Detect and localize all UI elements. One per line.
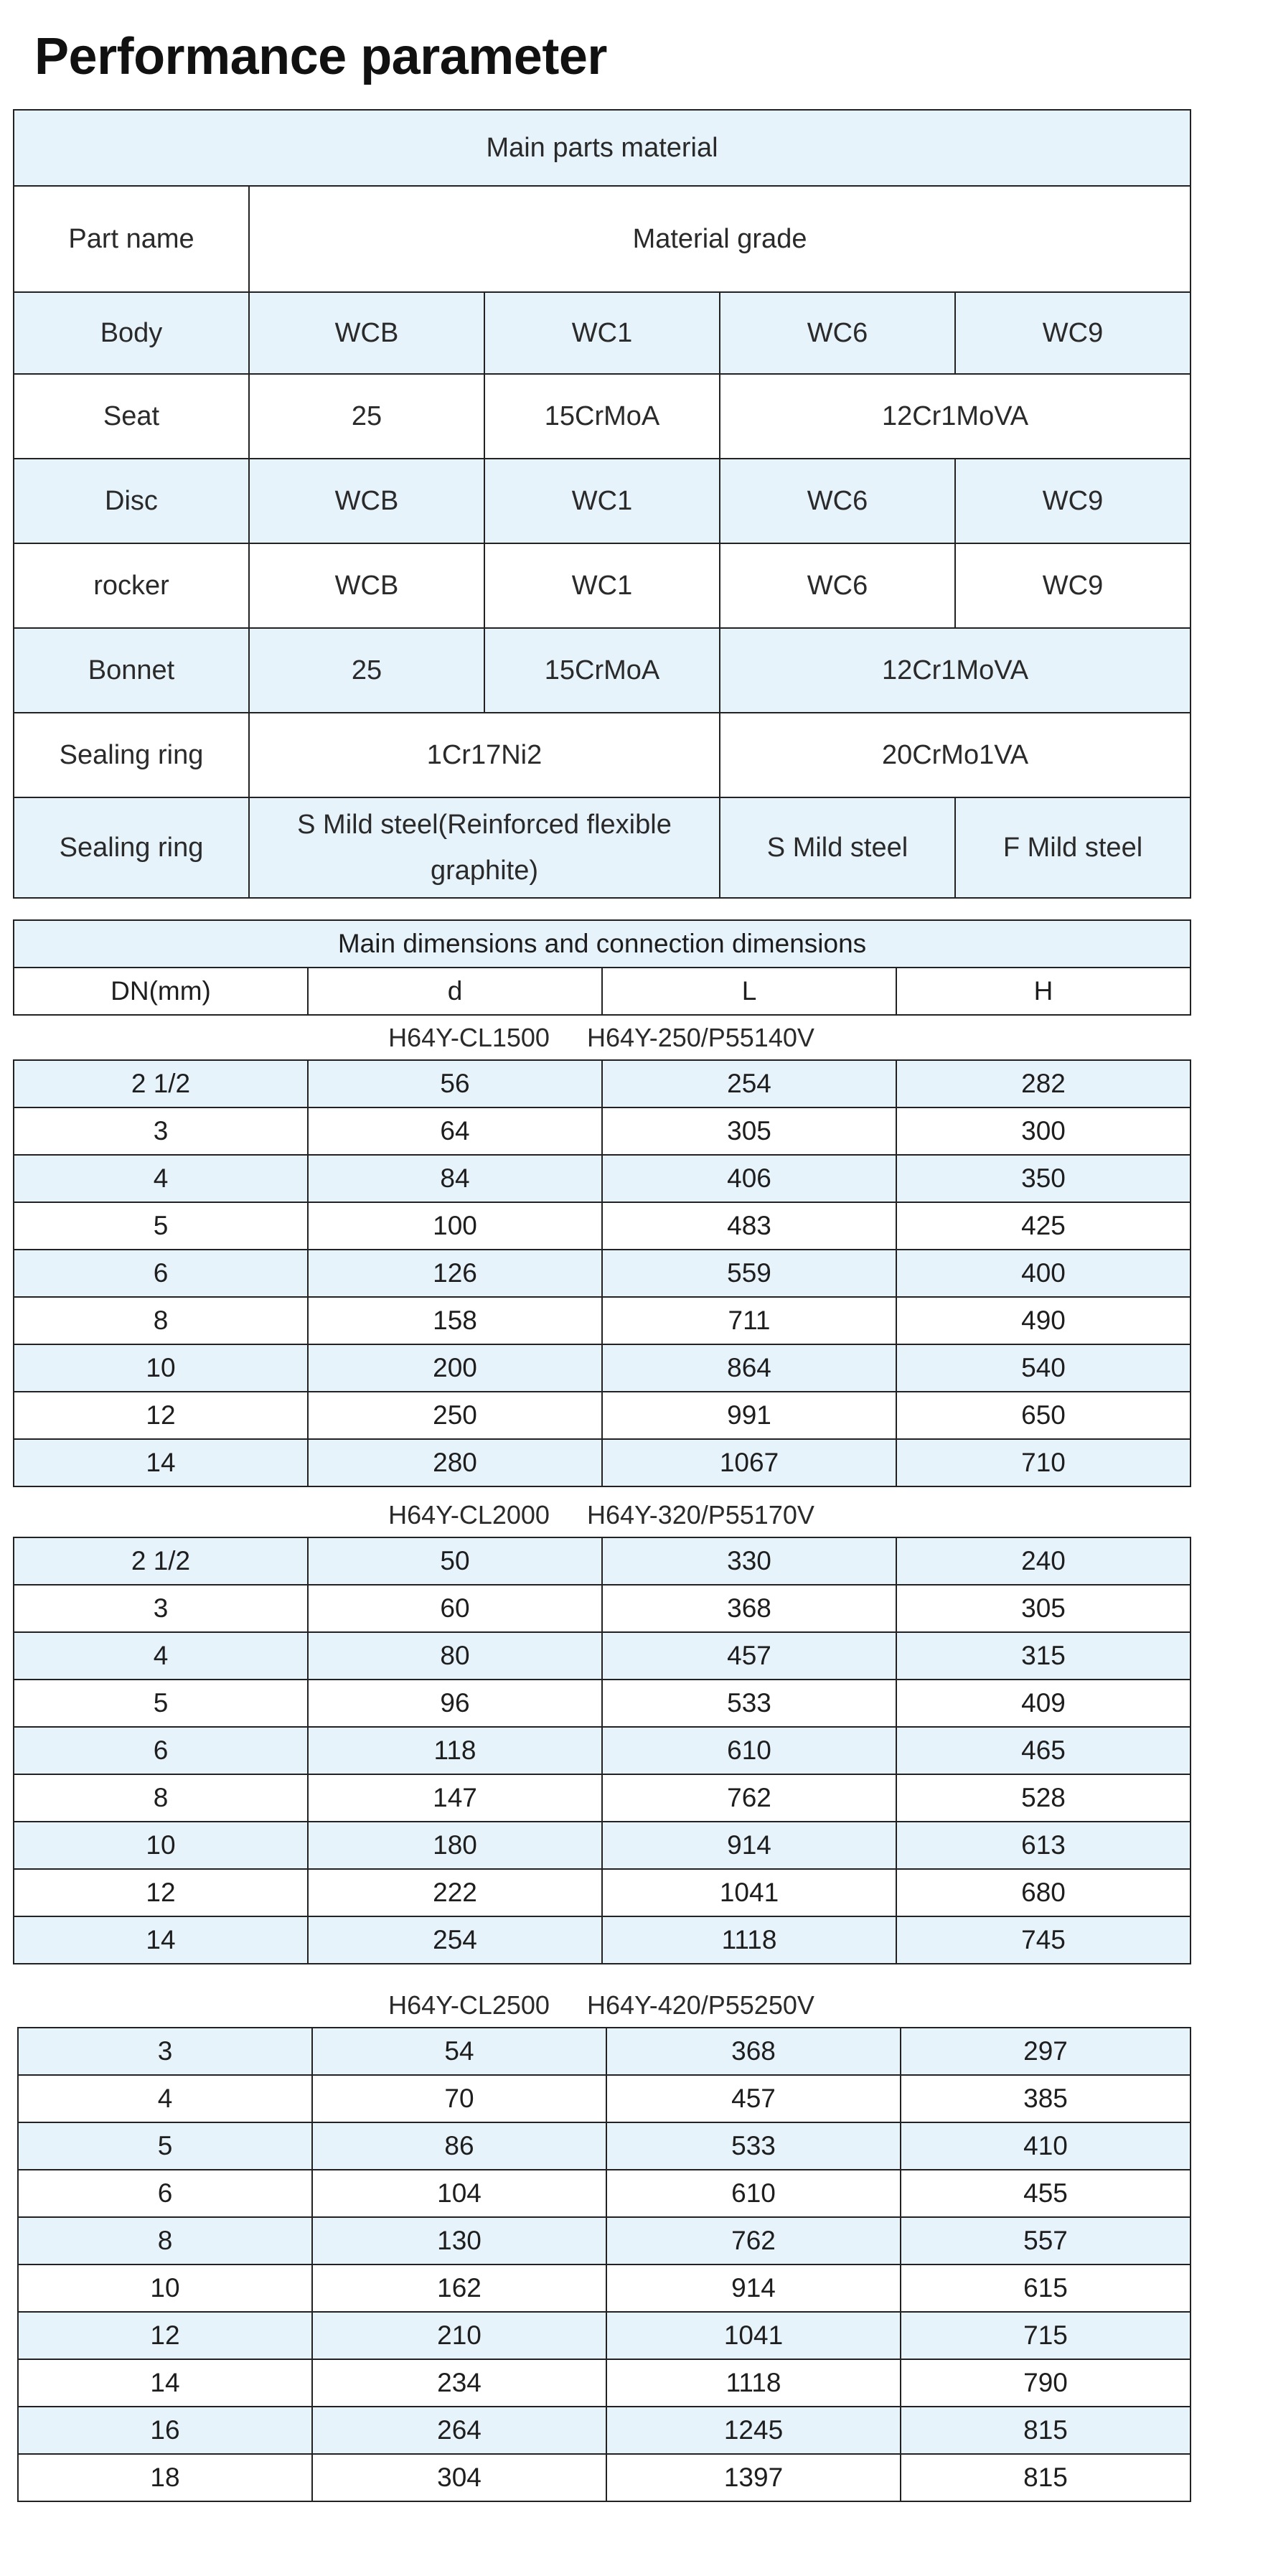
- l-cell: 1041: [606, 2312, 901, 2359]
- d-cell: 280: [308, 1439, 602, 1486]
- d-cell: 264: [312, 2407, 606, 2454]
- material-row-sealing-ring-1: [14, 713, 1190, 797]
- part-name: Seat: [14, 374, 249, 459]
- l-cell: 457: [602, 1632, 896, 1680]
- material-cell: WC6: [720, 459, 955, 543]
- l-cell: 483: [602, 1202, 896, 1250]
- dimension-row: [14, 1585, 1190, 1632]
- dn-cell: 3: [18, 2028, 312, 2075]
- dn-cell: 5: [14, 1680, 308, 1727]
- h-cell: 745: [896, 1916, 1190, 1964]
- part-name: Sealing ring: [14, 713, 249, 797]
- dn-cell: 10: [18, 2264, 312, 2312]
- dimension-row: [18, 2407, 1190, 2454]
- model-label: H64Y-CL1500: [388, 1023, 550, 1052]
- group-caption-2: [13, 1494, 1190, 1537]
- d-cell: 84: [308, 1155, 602, 1202]
- dn-cell: 4: [14, 1155, 308, 1202]
- material-cell: WC1: [484, 543, 720, 628]
- d-cell: 56: [308, 1060, 602, 1107]
- d-cell: 60: [308, 1585, 602, 1632]
- model-label: H64Y-CL2000: [388, 1500, 550, 1530]
- h-cell: 680: [896, 1869, 1190, 1916]
- h-cell: 410: [901, 2122, 1190, 2170]
- column-header-l: L: [602, 968, 896, 1015]
- dn-cell: 6: [14, 1250, 308, 1297]
- part-name: Bonnet: [14, 628, 249, 713]
- dn-cell: 4: [18, 2075, 312, 2122]
- l-cell: 457: [606, 2075, 901, 2122]
- l-cell: 1067: [602, 1439, 896, 1486]
- material-cell: WC6: [720, 543, 955, 628]
- dimension-row: [14, 1250, 1190, 1297]
- l-cell: 610: [602, 1727, 896, 1774]
- model-label: H64Y-320/P55170V: [586, 1500, 814, 1530]
- dimension-row: [18, 2028, 1190, 2075]
- h-cell: 385: [901, 2075, 1190, 2122]
- d-cell: 180: [308, 1822, 602, 1869]
- d-cell: 64: [308, 1107, 602, 1155]
- l-cell: 914: [602, 1822, 896, 1869]
- l-cell: 533: [602, 1680, 896, 1727]
- dn-cell: 8: [18, 2217, 312, 2264]
- l-cell: 1397: [606, 2454, 901, 2501]
- d-cell: 234: [312, 2359, 606, 2407]
- dn-cell: 6: [14, 1727, 308, 1774]
- dimension-row: [14, 1392, 1190, 1439]
- material-cell: 12Cr1MoVA: [720, 374, 1190, 459]
- d-cell: 50: [308, 1537, 602, 1585]
- l-cell: 864: [602, 1344, 896, 1392]
- d-cell: 162: [312, 2264, 606, 2312]
- part-name: Body: [14, 292, 249, 374]
- dn-cell: 5: [14, 1202, 308, 1250]
- l-cell: 1041: [602, 1869, 896, 1916]
- dimension-row: [14, 1344, 1190, 1392]
- l-cell: 762: [602, 1774, 896, 1822]
- h-cell: 715: [901, 2312, 1190, 2359]
- material-cell: 25: [249, 374, 484, 459]
- h-cell: 300: [896, 1107, 1190, 1155]
- d-cell: 210: [312, 2312, 606, 2359]
- material-cell: WC9: [955, 459, 1190, 543]
- h-cell: 815: [901, 2407, 1190, 2454]
- material-cell: WC9: [955, 543, 1190, 628]
- h-cell: 409: [896, 1680, 1190, 1727]
- d-cell: 70: [312, 2075, 606, 2122]
- dimension-row: [14, 1916, 1190, 1964]
- d-cell: 86: [312, 2122, 606, 2170]
- material-cell: 25: [249, 628, 484, 713]
- h-cell: 790: [901, 2359, 1190, 2407]
- material-row-sealing-ring-2: [14, 797, 1190, 898]
- dn-cell: 10: [14, 1822, 308, 1869]
- material-row-rocker: [14, 543, 1190, 628]
- dimension-row: [18, 2217, 1190, 2264]
- dimension-row: [18, 2359, 1190, 2407]
- group-caption-1: [13, 1016, 1190, 1059]
- dimension-row: [14, 1297, 1190, 1344]
- dimension-row: [14, 1869, 1190, 1916]
- dimension-row: [18, 2312, 1190, 2359]
- material-cell: WC9: [955, 292, 1190, 374]
- column-header-d: d: [308, 968, 602, 1015]
- d-cell: 200: [308, 1344, 602, 1392]
- h-cell: 400: [896, 1250, 1190, 1297]
- h-cell: 425: [896, 1202, 1190, 1250]
- dimension-row: [14, 1439, 1190, 1486]
- l-cell: 1118: [602, 1916, 896, 1964]
- dimension-row: [18, 2122, 1190, 2170]
- l-cell: 762: [606, 2217, 901, 2264]
- l-cell: 533: [606, 2122, 901, 2170]
- dimensions-table-group-3: [17, 2027, 1191, 2502]
- material-row-bonnet: [14, 628, 1190, 713]
- h-cell: 815: [901, 2454, 1190, 2501]
- model-label: H64Y-420/P55250V: [586, 1990, 814, 2020]
- dn-cell: 6: [18, 2170, 312, 2217]
- part-name: rocker: [14, 543, 249, 628]
- dn-cell: 8: [14, 1297, 308, 1344]
- material-row-seat: [14, 374, 1190, 459]
- material-cell-line: graphite): [431, 856, 538, 886]
- l-cell: 991: [602, 1392, 896, 1439]
- d-cell: 126: [308, 1250, 602, 1297]
- h-cell: 240: [896, 1537, 1190, 1585]
- d-cell: 104: [312, 2170, 606, 2217]
- l-cell: 254: [602, 1060, 896, 1107]
- material-cell: 15CrMoA: [484, 628, 720, 713]
- l-cell: 368: [606, 2028, 901, 2075]
- dn-cell: 2 1/2: [14, 1060, 308, 1107]
- h-cell: 297: [901, 2028, 1190, 2075]
- dimension-row: [14, 1060, 1190, 1107]
- dn-cell: 2 1/2: [14, 1537, 308, 1585]
- l-cell: 1245: [606, 2407, 901, 2454]
- l-cell: 711: [602, 1297, 896, 1344]
- dn-cell: 5: [18, 2122, 312, 2170]
- dn-cell: 12: [14, 1869, 308, 1916]
- dimension-row: [18, 2264, 1190, 2312]
- material-cell: 20CrMo1VA: [720, 713, 1190, 797]
- dimensions-header: Main dimensions and connection dimensions: [14, 920, 1190, 968]
- dimension-row: [14, 1822, 1190, 1869]
- d-cell: 130: [312, 2217, 606, 2264]
- material-cell: 15CrMoA: [484, 374, 720, 459]
- dimension-row: [14, 1632, 1190, 1680]
- material-cell: WCB: [249, 292, 484, 374]
- dimension-row: [14, 1155, 1190, 1202]
- dimension-row: [14, 1202, 1190, 1250]
- d-cell: 158: [308, 1297, 602, 1344]
- material-cell: WC1: [484, 459, 720, 543]
- material-cell: 1Cr17Ni2: [249, 713, 720, 797]
- material-row-body: [14, 292, 1190, 374]
- dimensions-header-row: [14, 920, 1190, 968]
- d-cell: 80: [308, 1632, 602, 1680]
- material-cell: S Mild steel: [720, 797, 955, 898]
- dimensions-table-group-1: [13, 1059, 1191, 1487]
- materials-table: [13, 109, 1191, 899]
- part-name-header: Part name: [14, 186, 249, 292]
- h-cell: 615: [901, 2264, 1190, 2312]
- dn-cell: 14: [18, 2359, 312, 2407]
- group-caption-3: [13, 1984, 1190, 2027]
- d-cell: 222: [308, 1869, 602, 1916]
- h-cell: 455: [901, 2170, 1190, 2217]
- h-cell: 613: [896, 1822, 1190, 1869]
- l-cell: 305: [602, 1107, 896, 1155]
- part-name: Disc: [14, 459, 249, 543]
- model-label: H64Y-CL2500: [388, 1990, 550, 2020]
- dn-cell: 14: [14, 1439, 308, 1486]
- l-cell: 406: [602, 1155, 896, 1202]
- h-cell: 710: [896, 1439, 1190, 1486]
- dn-cell: 8: [14, 1774, 308, 1822]
- dimension-row: [18, 2454, 1190, 2501]
- material-cell: [249, 797, 720, 898]
- d-cell: 254: [308, 1916, 602, 1964]
- page-title: Performance parameter: [34, 28, 607, 85]
- dimension-row: [18, 2075, 1190, 2122]
- dimension-row: [14, 1680, 1190, 1727]
- part-name: Sealing ring: [14, 797, 249, 898]
- dimension-row: [14, 1537, 1190, 1585]
- d-cell: 147: [308, 1774, 602, 1822]
- dimension-row: [14, 1107, 1190, 1155]
- column-header-h: H: [896, 968, 1190, 1015]
- l-cell: 330: [602, 1537, 896, 1585]
- l-cell: 610: [606, 2170, 901, 2217]
- dn-cell: 18: [18, 2454, 312, 2501]
- h-cell: 540: [896, 1344, 1190, 1392]
- dn-cell: 12: [14, 1392, 308, 1439]
- h-cell: 650: [896, 1392, 1190, 1439]
- d-cell: 304: [312, 2454, 606, 2501]
- dimension-row: [14, 1727, 1190, 1774]
- dimension-row: [14, 1774, 1190, 1822]
- h-cell: 305: [896, 1585, 1190, 1632]
- material-cell: WC1: [484, 292, 720, 374]
- d-cell: 96: [308, 1680, 602, 1727]
- material-cell: WC6: [720, 292, 955, 374]
- dn-cell: 4: [14, 1632, 308, 1680]
- model-label: H64Y-250/P55140V: [586, 1023, 814, 1052]
- material-grade-header: Material grade: [249, 186, 1190, 292]
- materials-columns-row: [14, 186, 1190, 292]
- l-cell: 914: [606, 2264, 901, 2312]
- dn-cell: 14: [14, 1916, 308, 1964]
- material-row-disc: [14, 459, 1190, 543]
- l-cell: 559: [602, 1250, 896, 1297]
- d-cell: 100: [308, 1202, 602, 1250]
- h-cell: 490: [896, 1297, 1190, 1344]
- dimensions-table-header: [13, 919, 1191, 1016]
- h-cell: 528: [896, 1774, 1190, 1822]
- material-cell: WCB: [249, 543, 484, 628]
- h-cell: 557: [901, 2217, 1190, 2264]
- h-cell: 315: [896, 1632, 1190, 1680]
- dimension-row: [18, 2170, 1190, 2217]
- dimensions-columns-row: [14, 968, 1190, 1015]
- material-cell: F Mild steel: [955, 797, 1190, 898]
- dn-cell: 3: [14, 1107, 308, 1155]
- material-cell: 12Cr1MoVA: [720, 628, 1190, 713]
- material-cell-line: S Mild steel(Reinforced flexible: [297, 810, 672, 840]
- h-cell: 465: [896, 1727, 1190, 1774]
- d-cell: 250: [308, 1392, 602, 1439]
- l-cell: 1118: [606, 2359, 901, 2407]
- materials-header-row: [14, 110, 1190, 186]
- d-cell: 118: [308, 1727, 602, 1774]
- dn-cell: 12: [18, 2312, 312, 2359]
- dn-cell: 16: [18, 2407, 312, 2454]
- material-cell: WCB: [249, 459, 484, 543]
- dimensions-table-group-2: [13, 1537, 1191, 1964]
- column-header-dn: DN(mm): [14, 968, 308, 1015]
- l-cell: 368: [602, 1585, 896, 1632]
- h-cell: 350: [896, 1155, 1190, 1202]
- dn-cell: 3: [14, 1585, 308, 1632]
- d-cell: 54: [312, 2028, 606, 2075]
- h-cell: 282: [896, 1060, 1190, 1107]
- dn-cell: 10: [14, 1344, 308, 1392]
- materials-header: Main parts material: [14, 110, 1190, 186]
